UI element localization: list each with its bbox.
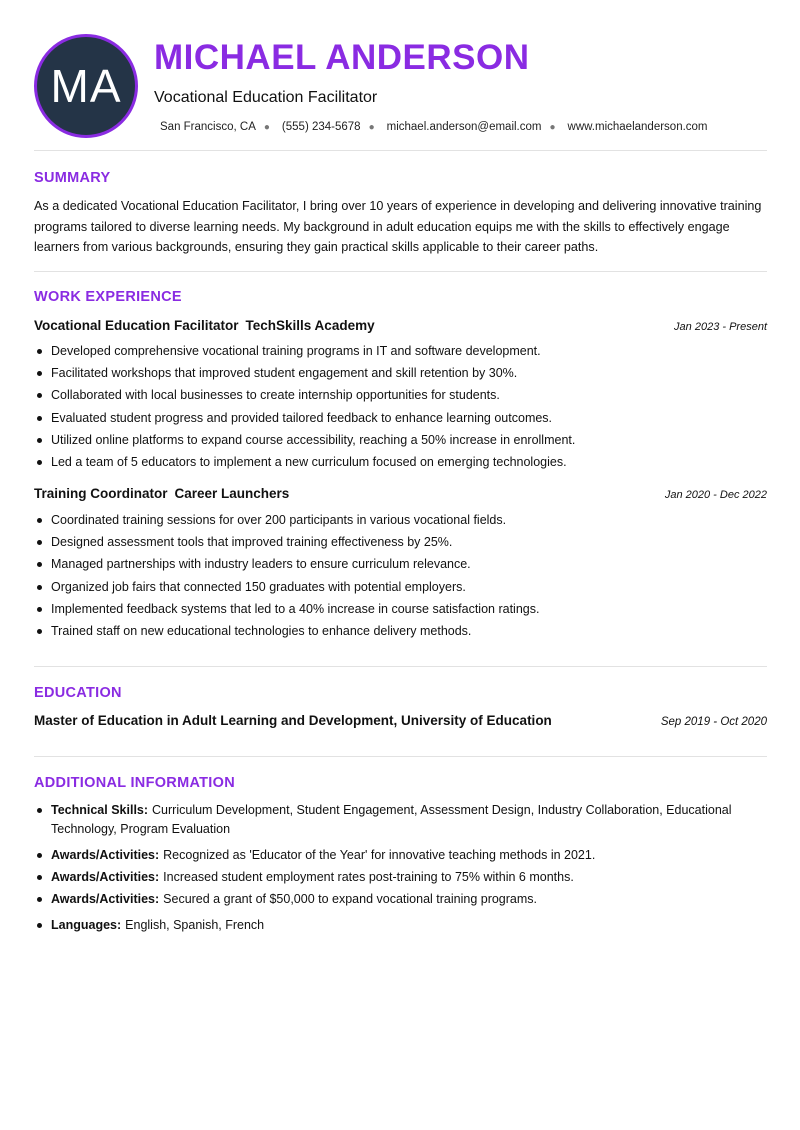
list-item bbox=[34, 801, 767, 839]
bullet-separator-icon: ● bbox=[263, 121, 270, 133]
job-company: TechSkills Academy bbox=[245, 318, 375, 333]
list-item: Led a team of 5 educators to implement a new curriculum focused on emerging technologies. bbox=[34, 451, 767, 473]
job-company: Career Launchers bbox=[174, 486, 290, 501]
section-title-work-experience: WORK EXPERIENCE bbox=[34, 289, 182, 305]
info-text: Secured a grant of $50,000 to expand vocational training programs. bbox=[163, 892, 538, 906]
divider bbox=[34, 150, 767, 151]
additional-info-list bbox=[34, 801, 767, 839]
list-item: Utilized online platforms to expand course accessibility, reaching a 50% increase in enrollment. bbox=[34, 429, 767, 451]
candidate-name: MICHAEL ANDERSON bbox=[154, 38, 530, 77]
section-title-additional-information: ADDITIONAL INFORMATION bbox=[34, 775, 235, 791]
info-label: Awards/Activities: bbox=[51, 870, 160, 884]
job-bullets bbox=[34, 509, 767, 642]
section-title-summary: SUMMARY bbox=[34, 170, 111, 186]
additional-info-list bbox=[34, 890, 767, 909]
list-item bbox=[34, 916, 767, 935]
job-header bbox=[34, 318, 767, 333]
info-text: Increased student employment rates post-training to 75% within 6 months. bbox=[163, 870, 574, 884]
contact-phone: (555) 234-5678 bbox=[281, 121, 361, 133]
bullet-separator-icon: ● bbox=[368, 121, 375, 133]
info-label: Technical Skills: bbox=[51, 803, 149, 817]
contact-email: michael.anderson@email.com bbox=[386, 121, 542, 133]
list-item: Collaborated with local businesses to create internship opportunities for students. bbox=[34, 384, 767, 406]
list-item: Facilitated workshops that improved student engagement and skill retention by 30%. bbox=[34, 362, 767, 384]
divider bbox=[34, 666, 767, 667]
education-degree: Master of Education in Adult Learning and Development, University of Education bbox=[34, 713, 552, 728]
additional-info-list bbox=[34, 916, 767, 935]
summary-text: As a dedicated Vocational Education Facilitator, I bring over 10 years of experience in developing and delivering innovative training programs tailored to diverse learning needs. My background in adult education equips me with the skills to effectively engage learners from various backgrounds, ensuring they gain practical skills applicable to their career paths. bbox=[34, 199, 762, 254]
contact-website: www.michaelanderson.com bbox=[567, 121, 708, 133]
additional-info-list bbox=[34, 846, 767, 865]
list-item bbox=[34, 846, 767, 865]
list-item: Organized job fairs that connected 150 graduates with potential employers. bbox=[34, 576, 767, 598]
info-text: English, Spanish, French bbox=[125, 918, 265, 932]
list-item bbox=[34, 868, 767, 887]
info-label: Awards/Activities: bbox=[51, 892, 160, 906]
info-label: Awards/Activities: bbox=[51, 848, 160, 862]
job-dates: Jan 2023 - Present bbox=[674, 321, 767, 333]
avatar bbox=[34, 34, 138, 138]
divider bbox=[34, 756, 767, 757]
job-bullets bbox=[34, 340, 767, 473]
avatar-initials: MA bbox=[50, 60, 122, 112]
info-text: Curriculum Development, Student Engagement, Assessment Design, Industry Collaboration, Educational Technology, Program Evaluation bbox=[51, 803, 732, 836]
list-item: Coordinated training sessions for over 200 participants in various vocational fields. bbox=[34, 509, 767, 531]
list-item: Managed partnerships with industry leaders to ensure curriculum relevance. bbox=[34, 553, 767, 575]
info-label: Languages: bbox=[51, 918, 122, 932]
list-item: Trained staff on new educational technologies to enhance delivery methods. bbox=[34, 620, 767, 642]
contact-location: San Francisco, CA bbox=[160, 121, 256, 133]
job-title-line bbox=[34, 318, 375, 333]
job-role: Training Coordinator bbox=[34, 486, 168, 501]
contact-bar bbox=[160, 121, 708, 133]
list-item: Designed assessment tools that improved training effectiveness by 25%. bbox=[34, 531, 767, 553]
job-dates: Jan 2020 - Dec 2022 bbox=[664, 489, 767, 501]
job-headline: Vocational Education Facilitator bbox=[154, 89, 378, 106]
job-role: Vocational Education Facilitator bbox=[34, 318, 239, 333]
list-item: Developed comprehensive vocational training programs in IT and software development. bbox=[34, 340, 767, 362]
bullet-separator-icon: ● bbox=[549, 121, 556, 133]
list-item bbox=[34, 890, 767, 909]
education-entry bbox=[34, 713, 767, 728]
additional-info-list bbox=[34, 868, 767, 887]
education-dates: Sep 2019 - Oct 2020 bbox=[660, 716, 767, 728]
divider bbox=[34, 271, 767, 272]
job-title-line bbox=[34, 486, 289, 501]
list-item: Implemented feedback systems that led to a 40% increase in course satisfaction ratings. bbox=[34, 598, 767, 620]
info-text: Recognized as 'Educator of the Year' for innovative teaching methods in 2021. bbox=[163, 848, 596, 862]
job-header bbox=[34, 486, 767, 501]
list-item: Evaluated student progress and provided tailored feedback to enhance learning outcomes. bbox=[34, 407, 767, 429]
section-title-education: EDUCATION bbox=[34, 685, 122, 701]
